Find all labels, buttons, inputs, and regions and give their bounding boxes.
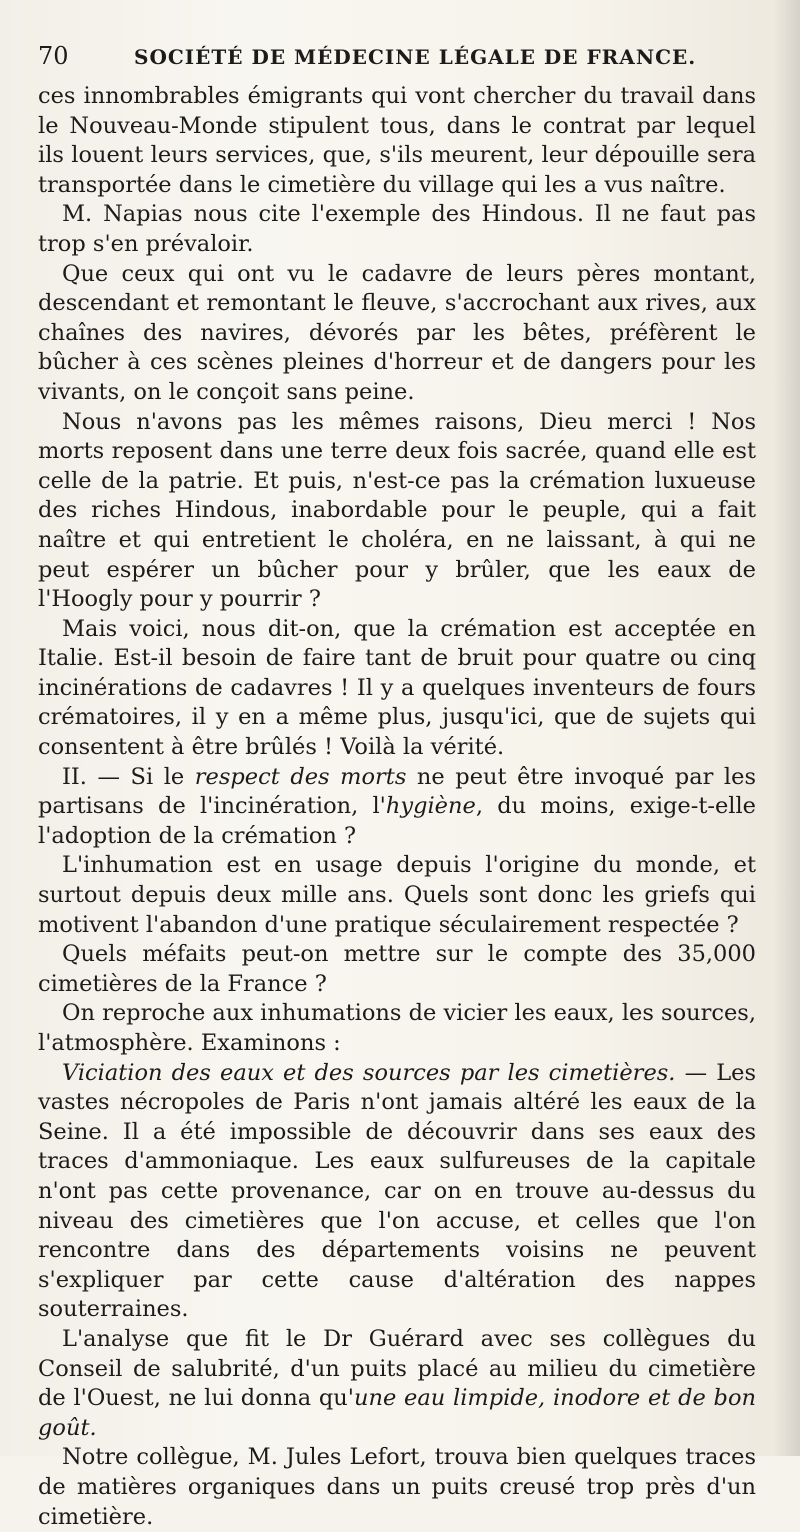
paragraph-6 bbox=[38, 763, 756, 852]
paragraph-2: M. Napias nous cite l'exemple des Hindous. Il ne faut pas trop s'en prévaloir. bbox=[38, 201, 756, 257]
paragraph-7: L'inhumation est en usage depuis l'origine du monde, et surtout depuis deux mille ans. Quels sont donc les griefs qui motivent l'abandon d'une pratique séculairement respectée ? bbox=[38, 852, 756, 938]
body-text bbox=[38, 82, 756, 1532]
paragraph-1: ces innombrables émigrants qui vont chercher du travail dans le Nouveau-Monde stipulent tous, dans le contrat par lequel ils louent leurs services, que, s'ils meurent, leur dépouille sera transportée dans le cimetière du village qui les a vus naître. bbox=[38, 83, 756, 198]
paragraph-4: Nous n'avons pas les mêmes raisons, Dieu merci ! Nos morts reposent dans une terre deux fois sacrée, quand elle est celle de la patrie. Et puis, n'est-ce pas la crémation luxueuse des riches Hindous, inabordable pour le peuple, qui a fait naître et qui entretient le choléra, en ne laissant, à qui ne peut espérer un bûcher pour y brûler, que les eaux de l'Hoogly pour y pourrir ? bbox=[38, 408, 756, 613]
paragraph-8: Quels méfaits peut-on mettre sur le compte des 35,000 cimetières de la France ? bbox=[38, 941, 756, 997]
italic-phrase: hygiène bbox=[385, 793, 476, 820]
paragraph-9: On reproche aux inhumations de vicier les eaux, les sources, l'atmosphère. Examinons : bbox=[38, 1000, 756, 1056]
text-run: II. — Si le bbox=[62, 763, 195, 790]
text-run: ne peut être invoqué par les partisans de l'incinération, l' bbox=[38, 763, 756, 820]
page-number: 70 bbox=[38, 42, 69, 70]
paragraph-3: Que ceux qui ont vu le cadavre de leurs pères montant, descendant et remontant le fleuve, s'accrochant aux rives, aux chaînes des navires, dévorés par les bêtes, préfèrent le bûcher à ces scènes pleines d'horreur et de dangers pour les vivants, on le conçoit sans peine. bbox=[38, 260, 756, 405]
paragraph-5: Mais voici, nous dit-on, que la crémation est acceptée en Italie. Est-il besoin de faire tant de bruit pour quatre ou cinq incinérations de cadavres ! Il y a quelques inventeurs de fours crématoires, il y en a même plus, jusqu'ici, que de sujets qui consentent à être brûlés ! Voilà la vérité. bbox=[38, 615, 756, 761]
text-run: L'analyse que fit le Dr Guérard avec ses collègues du Conseil de salubrité, d'un puits placé au milieu du cimetière de l'Ouest, ne lui donna qu' bbox=[38, 1325, 756, 1412]
paragraph-10 bbox=[38, 1059, 756, 1325]
section-heading-italic: Viciation des eaux et des sources par les cimetières. bbox=[62, 1059, 676, 1086]
page-edge-shadow bbox=[774, 0, 800, 1456]
paragraph-11 bbox=[38, 1325, 756, 1443]
running-title: SOCIÉTÉ DE MÉDECINE LÉGALE DE FRANCE. bbox=[134, 45, 697, 69]
page-header bbox=[38, 42, 756, 70]
italic-phrase: respect des morts bbox=[194, 763, 407, 790]
italic-phrase: une eau limpide, inodore et de bon goût. bbox=[38, 1385, 756, 1441]
text-run: , du moins, exige-t-elle l'adoption de la crémation ? bbox=[38, 793, 756, 849]
text-run: — Les vastes nécropoles de Paris n'ont jamais altéré les eaux de la Seine. Il a été impossible de découvrir dans ses eaux des traces d'ammoniaque. Les eaux sulfureuses de la capitale n'ont pas cette provenance, car on en trouve au-dessus du niveau des cimetières que l'on accuse, et celles que l'on rencontre dans des départements voisins ne peuvent s'expliquer par cette cause d'altération des nappes souterraines. bbox=[38, 1059, 757, 1323]
paragraph-12: Notre collègue, M. Jules Lefort, trouva bien quelques traces de matières organiques dans un puits creusé trop près d'un cimetière. bbox=[38, 1444, 756, 1530]
